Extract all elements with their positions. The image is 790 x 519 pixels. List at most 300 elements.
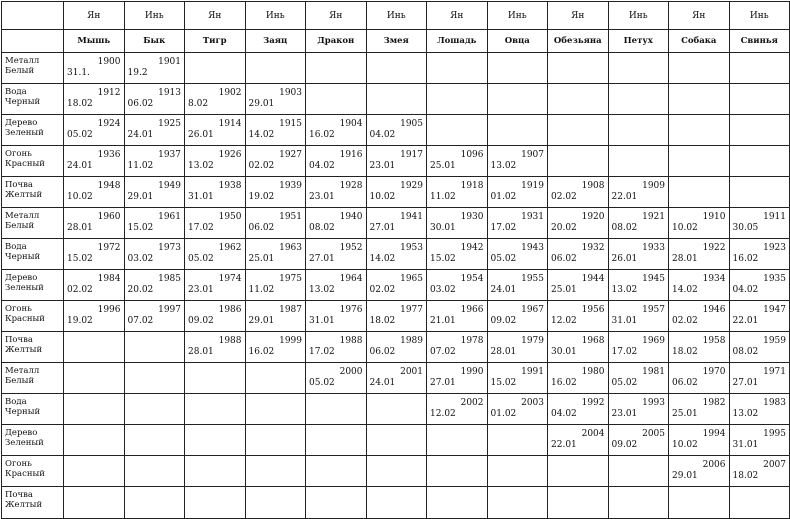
year-cell-content xyxy=(427,363,487,393)
year-cell xyxy=(608,301,669,332)
year-cell-content xyxy=(246,301,306,331)
table-row xyxy=(2,456,790,487)
year-value: 1993 xyxy=(642,398,665,408)
header-animal-cell: Овца xyxy=(487,30,548,53)
new-year-date: 18.02 xyxy=(67,99,93,109)
year-cell-content xyxy=(609,456,669,486)
element-color: Зеленый xyxy=(5,283,44,293)
year-cell-content xyxy=(185,177,245,207)
new-year-date: 06.02 xyxy=(127,99,154,109)
header-animal-row xyxy=(2,30,790,53)
year-cell-content xyxy=(669,115,729,145)
new-year-date: 19.2 xyxy=(127,68,148,78)
year-cell xyxy=(427,363,488,394)
year-cell-content xyxy=(246,332,306,362)
header-animal-cell: Заяц xyxy=(245,30,306,53)
year-value: 1984 xyxy=(97,274,121,284)
year-value: 1932 xyxy=(581,243,605,253)
year-value: 1941 xyxy=(400,212,423,222)
year-cell-content xyxy=(367,394,427,424)
new-year-date: 02.02 xyxy=(369,285,396,295)
year-cell-content xyxy=(548,239,608,269)
new-year-date: 16.02 xyxy=(551,378,577,388)
year-cell xyxy=(306,301,367,332)
year-value: 1961 xyxy=(158,212,181,222)
year-cell xyxy=(729,425,790,456)
year-cell-content xyxy=(730,301,790,331)
new-year-date: 27.01 xyxy=(732,378,759,388)
element-label xyxy=(2,208,63,231)
new-year-date: 29.01 xyxy=(248,316,275,326)
year-cell xyxy=(487,301,548,332)
year-cell-content xyxy=(125,270,185,300)
year-value: 1954 xyxy=(460,274,484,284)
year-cell xyxy=(64,177,125,208)
year-cell xyxy=(669,208,730,239)
year-value: 1996 xyxy=(97,305,121,315)
year-cell-content xyxy=(306,115,366,145)
year-value: 1999 xyxy=(279,336,302,346)
year-cell-content xyxy=(609,53,669,83)
year-cell-content xyxy=(367,301,427,331)
element-label xyxy=(2,53,63,76)
table-row xyxy=(2,115,790,146)
year-value: 1914 xyxy=(218,119,242,129)
year-cell-content xyxy=(125,53,185,83)
year-cell xyxy=(64,394,125,425)
year-cell xyxy=(306,115,367,146)
year-cell xyxy=(306,363,367,394)
element-cell xyxy=(2,332,64,363)
year-cell-content xyxy=(427,394,487,424)
new-year-date: 24.01 xyxy=(127,130,154,140)
header-polarity-cell: Инь xyxy=(366,2,427,30)
element-color: Белый xyxy=(5,221,35,231)
year-cell xyxy=(729,84,790,115)
year-cell xyxy=(245,456,306,487)
year-cell xyxy=(366,425,427,456)
year-cell-content xyxy=(488,332,548,362)
year-cell-content xyxy=(306,270,366,300)
year-cell-content xyxy=(730,53,790,83)
year-cell xyxy=(548,332,609,363)
year-cell-content xyxy=(185,332,245,362)
year-cell-content xyxy=(64,425,124,455)
year-cell-content xyxy=(488,456,548,486)
year-cell-content xyxy=(246,53,306,83)
year-cell xyxy=(185,208,246,239)
year-cell xyxy=(729,177,790,208)
year-cell-content xyxy=(367,239,427,269)
header-polarity-cell: Ян xyxy=(64,2,125,30)
new-year-date: 19.02 xyxy=(67,316,93,326)
new-year-date: 8.02 xyxy=(188,99,209,109)
header-polarity-cell: Ян xyxy=(548,2,609,30)
element-name: Огонь xyxy=(5,149,32,159)
year-cell-content xyxy=(306,177,366,207)
element-cell xyxy=(2,239,64,270)
year-cell-content xyxy=(669,301,729,331)
year-cell xyxy=(185,425,246,456)
element-color: Черный xyxy=(5,407,41,417)
new-year-date: 15.02 xyxy=(430,254,456,264)
new-year-date: 12.02 xyxy=(551,316,577,326)
year-value: 1979 xyxy=(521,336,544,346)
element-name: Металл xyxy=(5,211,40,221)
year-cell xyxy=(366,394,427,425)
year-cell-content xyxy=(125,177,185,207)
year-cell xyxy=(669,115,730,146)
year-cell xyxy=(185,332,246,363)
element-color: Белый xyxy=(5,376,35,386)
year-value: 1904 xyxy=(339,119,363,129)
new-year-date: 02.02 xyxy=(67,285,93,295)
new-year-date: 24.01 xyxy=(67,161,93,171)
element-label xyxy=(2,146,63,169)
year-cell-content xyxy=(185,425,245,455)
year-value: 1949 xyxy=(158,181,181,191)
year-cell xyxy=(427,53,488,84)
element-cell xyxy=(2,487,64,519)
year-value: 1931 xyxy=(521,212,544,222)
year-cell-content xyxy=(185,208,245,238)
year-cell xyxy=(306,84,367,115)
year-cell xyxy=(669,394,730,425)
new-year-date: 02.02 xyxy=(551,192,577,202)
year-value: 1981 xyxy=(642,367,665,377)
year-cell-content xyxy=(125,394,185,424)
header-polarity-cell: Инь xyxy=(608,2,669,30)
year-cell xyxy=(548,425,609,456)
year-cell xyxy=(548,239,609,270)
year-cell xyxy=(669,487,730,519)
header-polarity-cell: Ян xyxy=(427,2,488,30)
year-cell xyxy=(64,53,125,84)
new-year-date: 13.02 xyxy=(309,285,335,295)
year-cell xyxy=(366,84,427,115)
year-cell-content xyxy=(125,456,185,486)
year-value: 2007 xyxy=(763,460,786,470)
year-value: 1972 xyxy=(97,243,121,253)
header-polarity-cell: Инь xyxy=(124,2,185,30)
year-cell-content xyxy=(64,394,124,424)
year-cell-content xyxy=(64,363,124,393)
year-value: 1988 xyxy=(218,336,242,346)
year-cell-content xyxy=(427,270,487,300)
new-year-date: 15.02 xyxy=(127,223,154,233)
year-cell-content xyxy=(488,84,548,114)
year-cell-content xyxy=(669,84,729,114)
year-cell xyxy=(366,456,427,487)
year-cell xyxy=(487,394,548,425)
table-row xyxy=(2,363,790,394)
year-cell-content xyxy=(488,363,548,393)
year-cell-content xyxy=(125,146,185,176)
year-cell xyxy=(124,363,185,394)
year-cell xyxy=(185,146,246,177)
year-cell xyxy=(124,301,185,332)
year-cell xyxy=(366,146,427,177)
year-cell-content xyxy=(367,177,427,207)
element-name: Металл xyxy=(5,56,40,66)
year-cell xyxy=(548,487,609,519)
year-cell-content xyxy=(125,425,185,455)
year-cell xyxy=(608,84,669,115)
year-cell-content xyxy=(548,363,608,393)
new-year-date: 22.01 xyxy=(551,440,577,450)
year-value: 1927 xyxy=(279,150,302,160)
element-name: Дерево xyxy=(5,273,38,283)
year-value: 1997 xyxy=(158,305,181,315)
year-cell-content xyxy=(730,394,790,424)
element-name: Вода xyxy=(5,242,27,252)
new-year-date: 02.02 xyxy=(672,316,698,326)
new-year-date: 23.01 xyxy=(188,285,214,295)
new-year-date: 23.01 xyxy=(611,409,638,419)
year-cell xyxy=(306,239,367,270)
year-cell-content xyxy=(125,208,185,238)
year-cell-content xyxy=(427,208,487,238)
year-cell-content xyxy=(64,146,124,176)
year-cell xyxy=(185,456,246,487)
year-value: 1919 xyxy=(521,181,544,191)
year-value: 1973 xyxy=(158,243,181,253)
new-year-date: 14.02 xyxy=(248,130,275,140)
year-cell-content xyxy=(64,115,124,145)
new-year-date: 27.01 xyxy=(369,223,396,233)
year-cell-content xyxy=(427,53,487,83)
year-cell xyxy=(487,363,548,394)
year-cell-content xyxy=(609,394,669,424)
year-value: 1901 xyxy=(158,57,181,67)
year-cell xyxy=(245,301,306,332)
year-value: 1967 xyxy=(521,305,544,315)
new-year-date: 31.1. xyxy=(67,68,90,78)
year-value: 1900 xyxy=(97,57,121,67)
year-cell xyxy=(64,270,125,301)
new-year-date: 31.01 xyxy=(309,316,335,326)
year-value: 1987 xyxy=(279,305,302,315)
year-value: 1958 xyxy=(702,336,726,346)
year-cell xyxy=(729,332,790,363)
element-color: Желтый xyxy=(5,500,43,510)
header-corner-cell xyxy=(2,30,64,53)
table-row xyxy=(2,208,790,239)
new-year-date: 13.02 xyxy=(732,409,759,419)
year-cell-content xyxy=(609,487,669,517)
year-cell xyxy=(306,394,367,425)
year-cell-content xyxy=(185,363,245,393)
year-cell xyxy=(245,53,306,84)
year-cell-content xyxy=(64,487,124,517)
year-cell-content xyxy=(609,146,669,176)
year-value: 1946 xyxy=(702,305,726,315)
element-color: Черный xyxy=(5,97,41,107)
year-cell-content xyxy=(609,239,669,269)
year-cell xyxy=(245,363,306,394)
year-value: 1952 xyxy=(339,243,363,253)
year-cell xyxy=(729,270,790,301)
year-cell xyxy=(669,301,730,332)
element-label xyxy=(2,363,63,386)
year-cell xyxy=(669,425,730,456)
year-value: 1908 xyxy=(581,181,605,191)
year-value: 1942 xyxy=(460,243,484,253)
year-cell xyxy=(185,363,246,394)
year-cell-content xyxy=(427,332,487,362)
element-cell xyxy=(2,394,64,425)
new-year-date: 17.02 xyxy=(490,223,517,233)
year-cell-content xyxy=(669,332,729,362)
year-cell xyxy=(608,332,669,363)
year-cell-content xyxy=(488,425,548,455)
year-cell-content xyxy=(427,177,487,207)
year-cell xyxy=(608,270,669,301)
element-name: Почва xyxy=(5,335,34,345)
year-cell-content xyxy=(669,53,729,83)
year-value: 1903 xyxy=(279,88,302,98)
year-cell-content xyxy=(427,84,487,114)
year-cell-content xyxy=(609,84,669,114)
year-cell-content xyxy=(185,301,245,331)
new-year-date: 09.02 xyxy=(490,316,517,326)
year-cell xyxy=(64,363,125,394)
year-cell xyxy=(427,115,488,146)
year-cell xyxy=(64,239,125,270)
table-row xyxy=(2,425,790,456)
year-cell xyxy=(427,332,488,363)
year-cell-content xyxy=(548,208,608,238)
year-value: 1953 xyxy=(400,243,423,253)
year-cell-content xyxy=(125,301,185,331)
new-year-date: 20.02 xyxy=(551,223,577,233)
year-value: 1923 xyxy=(763,243,786,253)
year-cell xyxy=(548,177,609,208)
year-cell xyxy=(124,146,185,177)
year-cell xyxy=(608,177,669,208)
year-value: 1935 xyxy=(763,274,786,284)
element-cell xyxy=(2,270,64,301)
element-name: Металл xyxy=(5,366,40,376)
new-year-date: 24.01 xyxy=(490,285,517,295)
new-year-date: 10.02 xyxy=(672,440,698,450)
year-cell xyxy=(427,146,488,177)
element-cell xyxy=(2,146,64,177)
year-cell-content xyxy=(64,177,124,207)
year-cell-content xyxy=(427,115,487,145)
year-value: 1951 xyxy=(279,212,302,222)
new-year-date: 04.02 xyxy=(732,285,759,295)
new-year-date: 15.02 xyxy=(67,254,93,264)
new-year-date: 28.01 xyxy=(490,347,517,357)
year-value: 1988 xyxy=(339,336,363,346)
year-cell-content xyxy=(306,146,366,176)
new-year-date: 18.02 xyxy=(732,471,759,481)
new-year-date: 15.02 xyxy=(490,378,517,388)
year-value: 1945 xyxy=(642,274,665,284)
year-value: 2000 xyxy=(339,367,363,377)
year-cell xyxy=(306,53,367,84)
new-year-date: 22.01 xyxy=(611,192,638,202)
year-value: 1944 xyxy=(581,274,605,284)
year-cell-content xyxy=(730,146,790,176)
element-color: Красный xyxy=(5,314,45,324)
element-name: Почва xyxy=(5,490,34,500)
table-row xyxy=(2,53,790,84)
year-cell-content xyxy=(367,53,427,83)
year-value: 1974 xyxy=(218,274,242,284)
year-cell xyxy=(427,425,488,456)
year-cell-content xyxy=(64,208,124,238)
year-cell xyxy=(669,239,730,270)
year-cell-content xyxy=(427,301,487,331)
new-year-date: 02.02 xyxy=(248,161,275,171)
year-cell xyxy=(548,146,609,177)
year-cell xyxy=(669,363,730,394)
year-cell-content xyxy=(367,425,427,455)
element-cell xyxy=(2,425,64,456)
year-cell-content xyxy=(488,239,548,269)
year-cell-content xyxy=(185,270,245,300)
new-year-date: 17.02 xyxy=(611,347,638,357)
new-year-date: 14.02 xyxy=(672,285,698,295)
year-cell xyxy=(64,115,125,146)
year-cell xyxy=(487,53,548,84)
year-cell xyxy=(124,177,185,208)
year-cell-content xyxy=(548,425,608,455)
year-cell xyxy=(64,146,125,177)
new-year-date: 10.02 xyxy=(67,192,93,202)
year-cell xyxy=(729,208,790,239)
year-value: 1975 xyxy=(279,274,302,284)
year-cell xyxy=(487,177,548,208)
year-cell-content xyxy=(367,456,427,486)
new-year-date: 22.01 xyxy=(732,316,759,326)
year-cell xyxy=(185,394,246,425)
year-cell-content xyxy=(306,487,366,517)
year-cell xyxy=(608,239,669,270)
year-cell-content xyxy=(64,456,124,486)
new-year-date: 05.02 xyxy=(611,378,638,388)
year-value: 1983 xyxy=(763,398,786,408)
year-cell xyxy=(124,487,185,519)
year-cell-content xyxy=(730,177,790,207)
year-cell-content xyxy=(246,487,306,517)
element-color: Зеленый xyxy=(5,438,44,448)
element-cell xyxy=(2,177,64,208)
year-value: 1948 xyxy=(97,181,121,191)
new-year-date: 05.02 xyxy=(188,254,214,264)
header-polarity-cell: Инь xyxy=(729,2,790,30)
element-color: Черный xyxy=(5,252,41,262)
year-cell-content xyxy=(185,84,245,114)
element-cell xyxy=(2,53,64,84)
new-year-date: 23.01 xyxy=(309,192,335,202)
new-year-date: 19.02 xyxy=(248,192,275,202)
year-value: 1962 xyxy=(218,243,242,253)
new-year-date: 03.02 xyxy=(430,285,456,295)
new-year-date: 14.02 xyxy=(369,254,396,264)
year-cell-content xyxy=(306,208,366,238)
element-color: Желтый xyxy=(5,345,43,355)
year-cell-content xyxy=(427,425,487,455)
year-value: 1959 xyxy=(763,336,786,346)
year-cell-content xyxy=(548,146,608,176)
year-value: 1902 xyxy=(218,88,242,98)
header-corner-cell xyxy=(2,2,64,30)
year-cell-content xyxy=(306,425,366,455)
year-cell-content xyxy=(730,115,790,145)
